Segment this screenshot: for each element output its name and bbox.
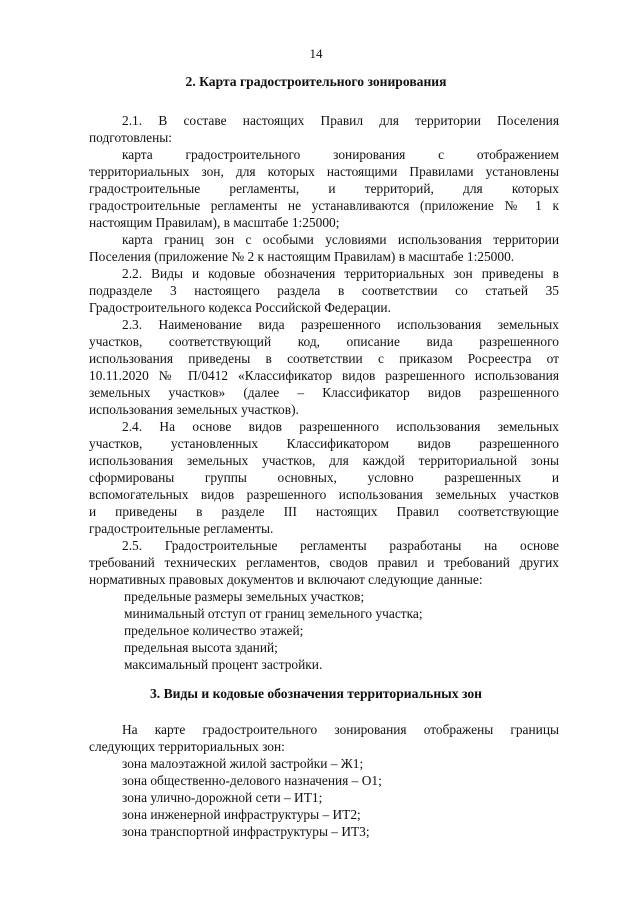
section-2-title: 2. Карта градостроительного зонирования <box>185 74 447 89</box>
text-line: участков, соответствующий код, описание вида разрешенного <box>89 334 559 349</box>
text-line: сформированы группы основных, условно разрешенных и <box>89 470 559 485</box>
text-line: настоящим Правилам), в масштабе 1:25000; <box>89 215 340 230</box>
list-item: зона малоэтажной жилой застройки – Ж1; <box>122 756 364 771</box>
text-line: и приведены в разделе III настоящих Правил соответствующие <box>89 504 559 519</box>
text-line: использования земельных участков). <box>89 402 299 417</box>
text-line: вспомогательных видов разрешенного использования земельных участков <box>89 487 559 502</box>
list-item: зона транспортной инфраструктуры – ИТ3; <box>122 824 370 839</box>
text-line: участков, установленных Классификатором видов разрешенного <box>89 436 559 451</box>
text-line: градостроительные регламенты. <box>89 521 274 536</box>
text-line: 2.1. В составе настоящих Правил для территории Поселения <box>122 113 559 128</box>
text-line: карта градостроительного зонирования с отображением <box>122 147 559 162</box>
text-line: карта границ зон с особыми условиями использования территории <box>122 232 559 247</box>
page-number: 14 <box>309 46 323 61</box>
list-item: предельное количество этажей; <box>124 623 304 638</box>
text-line: использования земельных участков, для каждой территориальной зоны <box>89 453 559 468</box>
list-item: предельные размеры земельных участков; <box>124 589 365 604</box>
text-line: территориальных зон, для которых настоящими Правилами установлены <box>89 164 559 179</box>
text-line: Поселения (приложение № 2 к настоящим Правилам) в масштабе 1:25000. <box>89 249 515 264</box>
text-line: 2.2. Виды и кодовые обозначения территориальных зон приведены в <box>122 266 559 281</box>
section-3-title: 3. Виды и кодовые обозначения территориальных зон <box>149 686 482 701</box>
text-line: 10.11.2020 № П/0412 «Классификатор видов разрешенного использования <box>89 368 559 383</box>
list-item: зона общественно-делового назначения – О1; <box>122 773 382 788</box>
list-item: зона улично-дорожной сети – ИТ1; <box>122 790 323 805</box>
text-line: 2.3. Наименование вида разрешенного использования земельных <box>122 317 559 332</box>
text-line: На карте градостроительного зонирования отображены границы <box>122 722 559 737</box>
text-line: нормативных правовых документов и включают следующие данные: <box>89 572 483 587</box>
text-line: градостроительные регламенты не устанавливаются (приложение № 1 к <box>89 198 559 213</box>
text-line: земельных участков» (далее – Классификатор видов разрешенного <box>89 385 559 400</box>
text-line: градостроительные регламенты, и территорий, для которых <box>89 181 559 196</box>
text-line: использования приведены в соответствии с приказом Росреестра от <box>89 351 559 366</box>
text-line: 2.5. Градостроительные регламенты разработаны на основе <box>122 538 559 553</box>
text-line: следующих территориальных зон: <box>89 739 285 754</box>
list-item: предельная высота зданий; <box>124 640 278 655</box>
text-line: требований технических регламентов, сводов правил и требований других <box>89 555 559 570</box>
list-item: зона инженерной инфраструктуры – ИТ2; <box>122 807 361 822</box>
list-item: минимальный отступ от границ земельного участка; <box>124 606 423 621</box>
text-line: подразделе 3 настоящего раздела в соответствии со статьей 35 <box>89 283 559 298</box>
text-line: 2.4. На основе видов разрешенного использования земельных <box>122 419 559 434</box>
text-line: подготовлены: <box>89 130 172 145</box>
text-line: Градостроительного кодекса Российской Федерации. <box>89 300 391 315</box>
list-item: максимальный процент застройки. <box>124 657 323 672</box>
